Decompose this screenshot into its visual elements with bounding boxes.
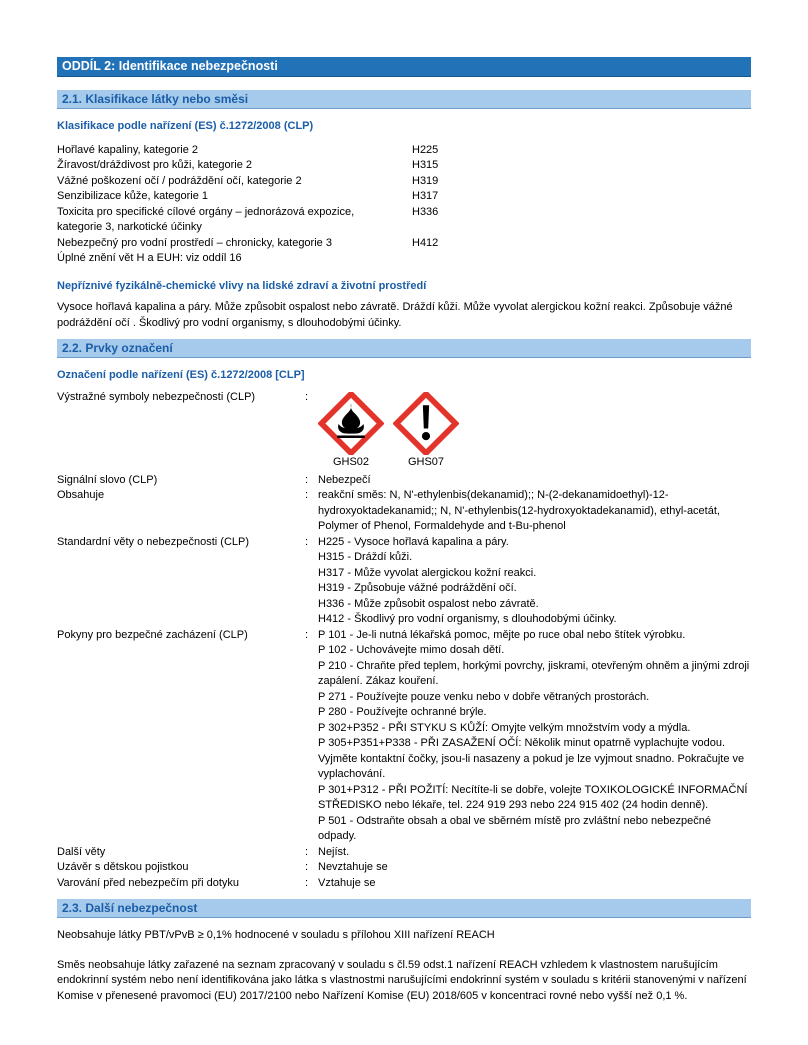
- row-label: Výstražné symboly nebezpečnosti (CLP): [57, 390, 256, 403]
- colon-separator: :: [305, 489, 309, 501]
- hazard-statement: H336 - Může způsobit ospalost nebo závratě.: [318, 597, 539, 610]
- hazard-statement: H315 - Dráždí kůži.: [318, 551, 413, 563]
- precautionary-statement: P 271 - Používejte pouze venku nebo v dobře větraných prostorách.: [318, 690, 650, 703]
- row-value: Nejíst.: [318, 845, 350, 858]
- row-label: Varování před nebezpečím při dotyku: [57, 876, 240, 889]
- colon-separator: :: [305, 473, 309, 486]
- colon-separator: :: [305, 861, 309, 873]
- row-label: Další věty: [57, 845, 106, 858]
- contains-value: reakční směs: N, N'-ethylenbis(dekanamid);; N-(2-dekanamidoethyl)-12-hydroxyoktadekanamid;; N, N'-ethylenbis(12-hydroxyoktadekanamid), ethyl-acetát, Polymer of Phenol, Formaldehyde and t-Bu-phenol: [318, 489, 720, 532]
- row-label: Standardní věty o nebezpečnosti (CLP): [57, 535, 250, 548]
- hazard-statement: H317 - Může vyvolat alergickou kožní reakci.: [318, 566, 537, 579]
- table-row: [57, 236, 751, 252]
- colon-separator: :: [305, 876, 309, 889]
- hazard-class: Nebezpečný pro vodní prostředí – chronicky, kategorie 3: [57, 236, 332, 249]
- precautionary-statement: P 280 - Používejte ochranné brýle.: [318, 706, 487, 718]
- hazard-statement: H412 - Škodlivý pro vodní organismy, s dlouhodobými účinky.: [318, 613, 617, 625]
- hazard-class: Senzibilizace kůže, kategorie 1: [57, 190, 209, 202]
- row-label: Signální slovo (CLP): [57, 473, 158, 486]
- hazard-statement: H225 - Vysoce hořlavá kapalina a páry.: [318, 535, 509, 548]
- table-row: [57, 158, 751, 174]
- pbt-vpvb-statement: Neobsahuje látky PBT/vPvB ≥ 0,1% hodnocené v souladu s přílohou XIII nařízení REACH: [57, 929, 495, 941]
- classification-regulation-heading: Klasifikace podle nařízení (ES) č.1272/2008 (CLP): [57, 120, 314, 132]
- row-label: Obsahuje: [57, 489, 105, 501]
- tactile-warning-row: [57, 876, 751, 892]
- precautionary-statement: P 501 - Odstraňte obsah a obal ve sběrném místě pro zvláštní nebo nebezpečné odpady.: [318, 814, 711, 842]
- adverse-effects-heading: Nepříznivé fyzikálně-chemické vlivy na lidské zdraví a životní prostředí: [57, 279, 427, 292]
- hazard-code: H412: [412, 236, 439, 249]
- precautionary-statements-row: [57, 628, 751, 845]
- section-2-header: ODDÍL 2: Identifikace nebezpečnosti: [57, 57, 751, 77]
- hazard-code: H225: [412, 143, 439, 156]
- child-resistant-closure-row: [57, 860, 751, 876]
- hazard-statement: H319 - Způsobuje vážné podráždění očí.: [318, 582, 517, 594]
- colon-separator: :: [305, 628, 309, 641]
- row-label: Pokyny pro bezpečné zacházení (CLP): [57, 628, 248, 641]
- precautionary-statement: P 302+P352 - PŘI STYKU S KŮŽÍ: Omyjte velkým množstvím vody a mýdla.: [318, 721, 691, 734]
- row-value: Nevztahuje se: [318, 861, 388, 873]
- precautionary-statement: P 210 - Chraňte před teplem, horkými povrchy, jiskrami, otevřeným ohněm a jinými zdroji zapálení. Zákaz kouření.: [318, 659, 750, 687]
- endocrine-disruptor-paragraph: Směs neobsahuje látky zařazené na seznam zpracovaný v souladu s čl.59 odst.1 nařízení REACH vzhledem k vlastnostem narušujícím endokrinní systém nebo není identifikována jako látka s vlastnostmi narušujícími endokrinní systém v souladu s kritérii stanovenými v nařízení Komise v přenesené pravomoci (EU) 2017/2100 nebo Nařízení Komise (EU) 2018/605 v koncentraci rovné nebo vyšší než 0,1 %.: [57, 958, 747, 1002]
- exclamation-mark-icon: [393, 392, 459, 455]
- ghs07-pictogram: [393, 392, 459, 469]
- table-row: [57, 143, 751, 159]
- colon-separator: :: [305, 390, 309, 403]
- precautionary-statement: P 301+P312 - PŘI POŽITÍ: Necítíte-li se dobře, volejte TOXIKOLOGICKÉ INFORMAČNÍ STŘEDISKO nebo lékaře, tel. 224 919 293 nebo 224 915 402 (24 hodin denně).: [318, 783, 748, 811]
- hazard-statements-list: [318, 535, 751, 628]
- flame-icon: [318, 392, 384, 455]
- signal-word-row: [57, 473, 751, 489]
- table-row: [57, 189, 751, 205]
- hazard-pictograms-row: [57, 390, 751, 473]
- colon-separator: :: [305, 845, 309, 858]
- pictogram-code: GHS07: [407, 455, 445, 468]
- subsection-2-2-header: 2.2. Prvky označení: [57, 339, 751, 358]
- hazard-class: Toxicita pro specifické cílové orgány – jednorázová expozice, kategorie 3, narkotické účinky: [57, 205, 355, 233]
- classification-table: [57, 143, 751, 267]
- hazard-code: H319: [412, 174, 439, 187]
- signal-word-value: Nebezpečí: [318, 473, 371, 486]
- colon-separator: :: [305, 535, 309, 548]
- subsection-2-3-header: 2.3. Další nebezpečnost: [57, 899, 751, 918]
- row-label: Uzávěr s dětskou pojistkou: [57, 861, 189, 873]
- precautionary-statement: P 102 - Uchovávejte mimo dosah dětí.: [318, 644, 505, 656]
- table-row: [57, 205, 751, 236]
- pictogram-code: GHS02: [332, 455, 370, 468]
- hazard-class: Hořlavé kapaliny, kategorie 2: [57, 143, 199, 156]
- contains-row: [57, 488, 751, 535]
- labelling-regulation-heading: Označení podle nařízení (ES) č.1272/2008 [CLP]: [57, 369, 305, 381]
- hazard-class: Vážné poškození očí / podráždění očí, kategorie 2: [57, 174, 302, 187]
- precautionary-statements-list: [318, 628, 751, 845]
- table-row: [57, 174, 751, 190]
- precautionary-statement: P 305+P351+P338 - PŘI ZASAŽENÍ OČÍ: Několik minut opatrně vyplachujte vodou. Vyjměte kontaktní čočky, jsou-li nasazeny a pokud je lze vyjmout snadno. Pokračujte ve vyplachování.: [318, 737, 745, 780]
- hazard-code: H336: [412, 205, 439, 218]
- precautionary-statement: P 101 - Je-li nutná lékařská pomoc, mějte po ruce obal nebo štítek výrobku.: [318, 628, 686, 641]
- row-value: Vztahuje se: [318, 876, 376, 889]
- adverse-effects-text: Vysoce hořlavá kapalina a páry. Může způsobit ospalost nebo závratě. Dráždí kůži. Může vyvolat alergickou kožní reakci. Způsobuje vážné podráždění očí . Škodlivý pro vodní organismy, s dlouhodobými účinky.: [57, 301, 733, 329]
- additional-sentences-row: [57, 845, 751, 861]
- h-euh-footnote: Úplné znění vět H a EUH: viz oddíl 16: [57, 252, 242, 264]
- hazard-class: Žíravost/dráždivost pro kůži, kategorie 2: [57, 159, 253, 171]
- pictogram-group: [318, 390, 751, 473]
- hazard-statements-row: [57, 535, 751, 628]
- hazard-code: H315: [412, 159, 439, 171]
- hazard-code: H317: [412, 190, 439, 202]
- ghs02-pictogram: [318, 392, 384, 469]
- subsection-2-1-header: 2.1. Klasifikace látky nebo směsi: [57, 90, 751, 109]
